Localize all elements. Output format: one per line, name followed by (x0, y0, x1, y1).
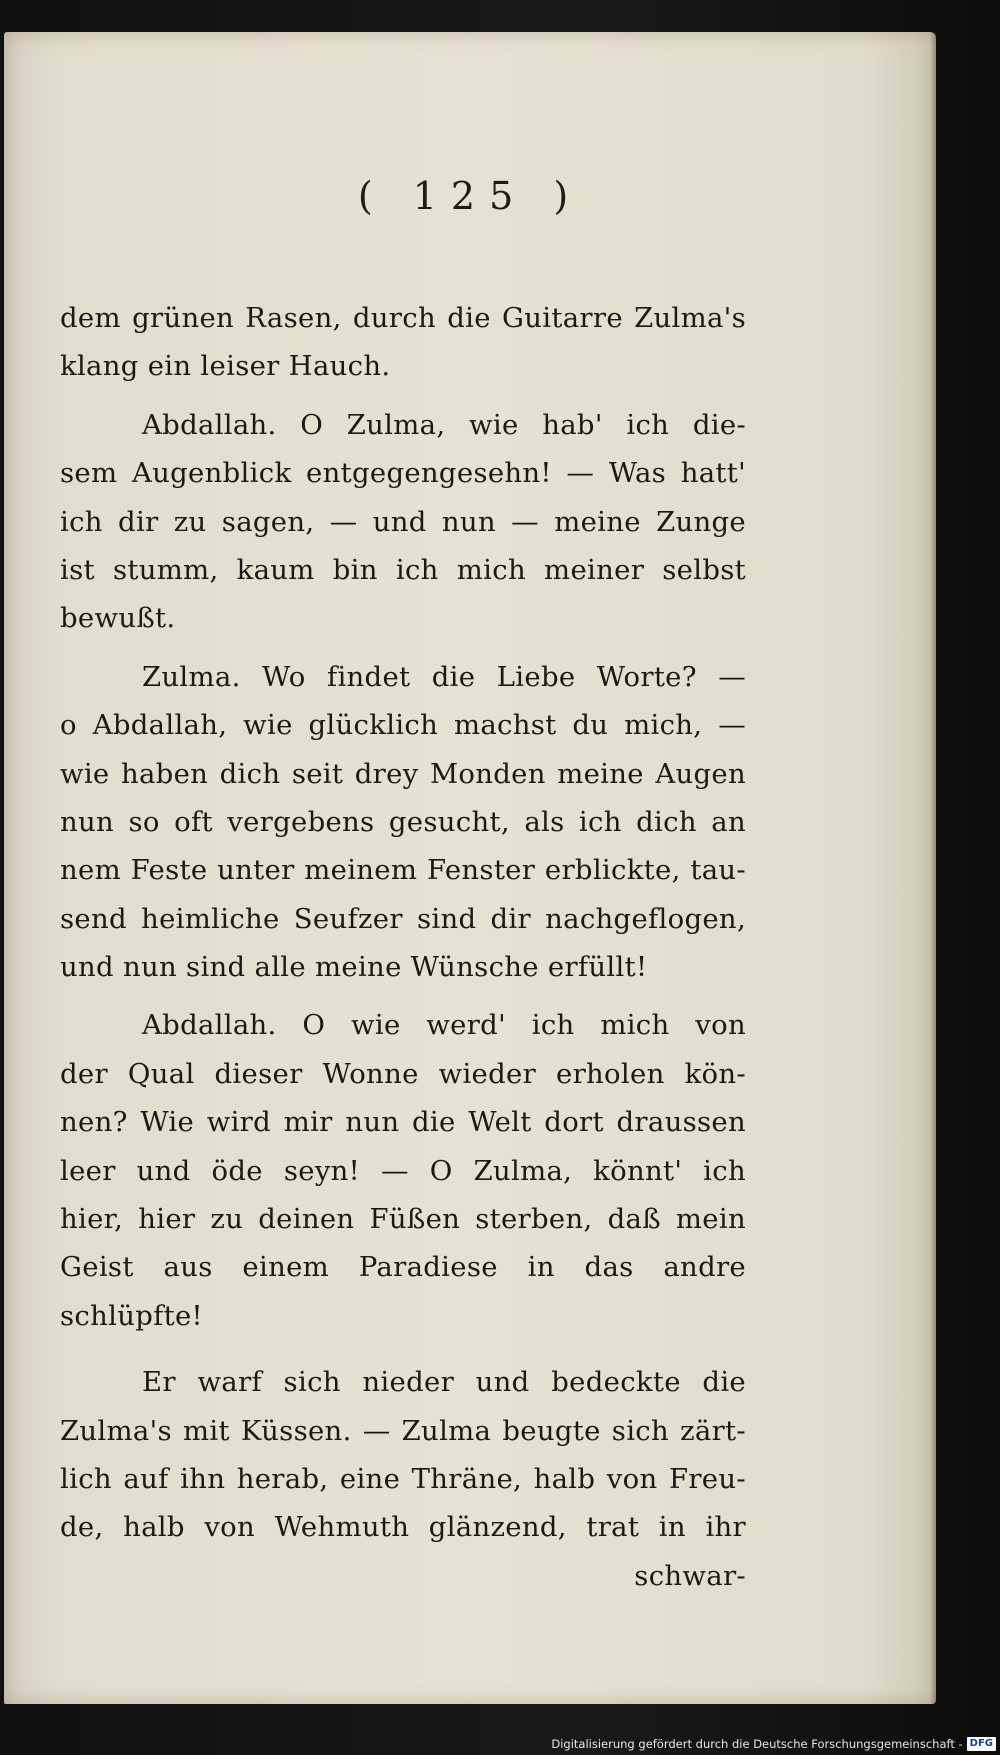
text-line: schlüpfte! (60, 1299, 203, 1332)
book-page (4, 32, 936, 1704)
text-line: lich auf ihn herab, eine Thräne, halb von Freu- (60, 1462, 746, 1495)
body-text (60, 294, 746, 1600)
page-edge-shadow (930, 32, 936, 1704)
credit-text: Digitalisierung gefördert durch die Deutsche Forschungsgemeinschaft - (551, 1737, 963, 1751)
text-line: klang ein leiser Hauch. (60, 350, 391, 383)
page-number: ( 125 ) (357, 174, 583, 218)
text-line: wie haben dich seit drey Monden meine Augen (60, 757, 746, 790)
text-line: Zulma. Wo findet die Liebe Worte? — (142, 660, 746, 693)
paragraph-gap (60, 643, 746, 653)
text-line: leer und öde seyn! — O Zulma, könnt' ich (60, 1154, 746, 1187)
text-line: sem Augenblick entgegengesehn! — Was hatt' (60, 457, 746, 490)
text-line: Geist aus einem Paradiese in das andre (60, 1251, 746, 1284)
text-line: nun so oft vergebens gesucht, als ich dich an (60, 805, 746, 838)
digitization-credit (551, 1737, 996, 1751)
text-line: send heimliche Seufzer sind dir nachgeflogen, (60, 902, 746, 935)
text-line: hier, hier zu deinen Füßen sterben, daß mein (60, 1203, 746, 1236)
paragraph-gap (60, 991, 746, 1001)
catchword: schwar- (634, 1559, 746, 1592)
text-line: o Abdallah, wie glücklich machst du mich, — (60, 709, 746, 742)
text-line: Zulma's mit Küssen. — Zulma beugte sich zärt- (60, 1414, 746, 1447)
text-line: Abdallah. O wie werd' ich mich von (142, 1009, 746, 1042)
text-line: de, halb von Wehmuth glänzend, trat in ihr (60, 1511, 746, 1544)
text-line: nen? Wie wird mir nun die Welt dort draussen (60, 1106, 746, 1139)
paragraph-gap (60, 391, 746, 401)
text-line: und nun sind alle meine Wünsche erfüllt! (60, 951, 648, 984)
dfg-logo: DFG (967, 1737, 996, 1751)
text-line: der Qual dieser Wonne wieder erholen kön- (60, 1057, 746, 1090)
text-line: ich dir zu sagen, — und nun — meine Zunge (60, 505, 746, 538)
text-line: nem Feste unter meinem Fenster erblickte, tau- (60, 854, 746, 887)
text-line: Abdallah. O Zulma, wie hab' ich die- (142, 408, 746, 441)
text-line: bewußt. (60, 602, 176, 635)
text-line: dem grünen Rasen, durch die Guitarre Zulma's (60, 302, 746, 334)
text-line: ist stumm, kaum bin ich mich meiner selbst (60, 553, 746, 586)
paragraph-gap (60, 1340, 746, 1358)
text-line: Er warf sich nieder und bedeckte die (142, 1366, 746, 1399)
